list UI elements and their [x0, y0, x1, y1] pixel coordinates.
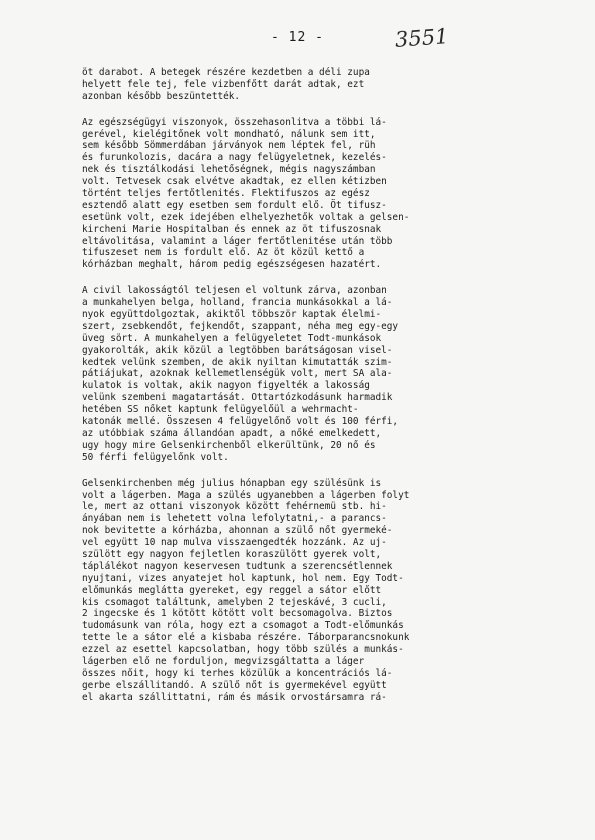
text-line: szülött egy nagyon fejletlen koraszülött gyerek volt,	[82, 548, 382, 560]
page-number: - 12 -	[271, 30, 324, 45]
text-line: gerbe elszállitandó. A szülő nőt is gyermekével együtt	[82, 679, 387, 691]
text-line: nok bevitette a kórházba, ahonnan a szülő nőt gyermeké-	[82, 525, 393, 537]
text-line: táplálékot nagyon keservesen tudtunk a szerencsétlennek	[82, 560, 393, 572]
text-line: hetében SS nőket kaptunk felügyelőül a wehrmacht-	[82, 404, 359, 416]
paragraph	[82, 285, 522, 463]
text-line: kircheni Marie Hospitalban és ennek az öt tifuszosnak	[82, 223, 382, 235]
text-line: gyakorolták, akik közül a legtöbben barátságosan visel-	[82, 344, 393, 356]
typewritten-body	[82, 67, 522, 704]
text-line: le, mert az ottani viszonyok között fehérnemü stb. hi-	[82, 501, 387, 513]
text-line: velünk szembeni magatartását. Ottartózkodásunk harmadik	[82, 392, 393, 404]
paragraph-gap	[82, 271, 522, 285]
text-line: eltávolitása, valamint a láger fertőtlenitése után több	[82, 235, 393, 247]
text-line: el akarta szállittatni, rám és másik orvostársamra rá-	[82, 691, 387, 703]
text-line: A civil lakosságtól teljesen el voltunk zárva, azonban	[82, 285, 387, 297]
paragraph	[82, 478, 522, 704]
text-line: ugy hogy mire Gelsenkirchenből elkerültünk, 20 nő és	[82, 439, 376, 451]
text-line: nyok együttdolgoztak, akiktől többször kaptak élelmi-	[82, 309, 382, 321]
text-line: volt a lágerben. Maga a szülés ugyanebben a lágerben folyt	[82, 489, 410, 501]
text-line: ányában nem is lehetett volna lefolytatni,- a parancs-	[82, 513, 387, 525]
text-line: kórházban meghalt, három pedig egészségesen hazatért.	[82, 259, 382, 271]
text-line: katonák mellé. Összesen 4 felügyelőnő volt és 100 férfi,	[82, 416, 399, 428]
text-line: ezzel az esettel kapcsolatban, hogy több szülés a munkás-	[82, 644, 404, 656]
text-line: esetünk volt, ezek idejében elhelyezhetők voltak a gelsen-	[82, 211, 410, 223]
text-line: azonban később beszüntették.	[82, 90, 241, 102]
text-line: öt darabot. A betegek részére kezdetben a déli zupa	[82, 67, 370, 78]
text-line: gerével, kielégitőnek volt mondható, nálunk sem itt,	[82, 128, 376, 140]
text-line: vel együtt 10 nap mulva visszaengedték hozzánk. Az uj-	[82, 537, 387, 549]
text-line: tudomásunk van róla, hogy ezt a csomagot a Todt-előmunkás	[82, 620, 404, 632]
paragraph	[82, 67, 522, 103]
text-line: kedtek velünk szemben, de akik nyiltan kimutatták szim-	[82, 356, 393, 368]
text-line: történt teljes fertőtlenités. Flektifuszos az egész	[82, 188, 370, 200]
text-line: Gelsenkirchenben még julius hónapban egy szülésünk is	[82, 477, 382, 489]
text-line: helyett fele tej, fele vizbenfőtt darát adtak, ezt	[82, 78, 365, 90]
text-line: és furunkolozis, dacára a nagy felügyeletnek, kezelés-	[82, 152, 387, 164]
text-line: szert, zsebkendőt, fejkendőt, szappant, néha meg egy-egy	[82, 320, 399, 332]
text-line: Az egészségügyi viszonyok, összehasonlitva a többi lá-	[82, 116, 387, 128]
text-line: esztendő alatt egy esetben sem fordult elő. Öt tifusz-	[82, 199, 387, 211]
text-line: nek és tisztálkodási lehetőségnek, mégis nagyszámban	[82, 164, 376, 176]
text-line: üveg sört. A munkahelyen a felügyeletet Todt-munkások	[82, 332, 382, 344]
text-line: összes nőit, hogy ki terhes közülük a koncentrációs lá-	[82, 667, 393, 679]
text-line: kis csomagot találtunk, amelyben 2 tejeskávé, 3 cucli,	[82, 596, 387, 608]
text-line: a munkahelyen belga, holland, francia munkásokkal a lá-	[82, 297, 393, 309]
paragraph	[82, 117, 522, 272]
text-line: volt. Tetvesek csak elvétve akadtak, ez ellen kétizben	[82, 176, 387, 188]
text-line: az utóbbiak száma állandóan apadt, a nőké emelkedett,	[82, 427, 382, 439]
text-line: előmunkás meglátta gyereket, egy reggel a sátor előtt	[82, 584, 382, 596]
text-line: nyujtani, vizes anyatejet hol kaptunk, hol nem. Egy Todt-	[82, 572, 404, 584]
text-line: kulatok is voltak, akik nagyon figyelték a lakosság	[82, 380, 370, 392]
text-line: 2 ingecske és 1 kötött kötött volt becsomagolva. Biztos	[82, 608, 393, 620]
paragraph-gap	[82, 464, 522, 478]
text-line: sem később Sömmerdában járványok nem léptek fel, rüh	[82, 140, 376, 152]
text-line: tifuszeset nem is fordult elő. Az öt közül kettő a	[82, 247, 365, 259]
text-line: lágerben elő ne forduljon, megvizsgáltatta a láger	[82, 655, 365, 667]
text-line: tette le a sátor elé a kisbaba részére. Táborparancsnokunk	[82, 632, 410, 644]
text-line: 50 férfi felügyelőnk volt.	[82, 451, 229, 463]
handwritten-archive-number: 3551	[394, 24, 450, 52]
text-line: pátiájukat, azoknak kellemetlenségük volt, mert SA ala-	[82, 368, 393, 380]
paragraph-gap	[82, 103, 522, 117]
